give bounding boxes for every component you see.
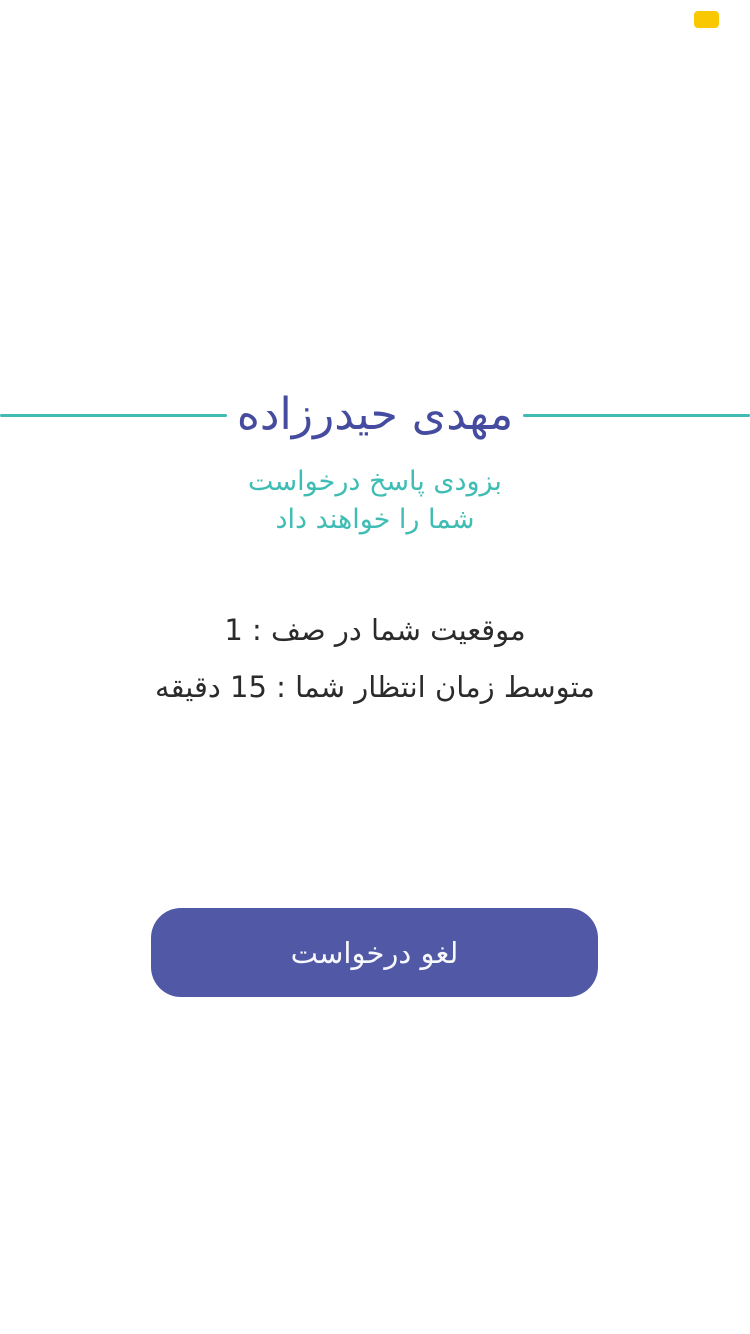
queue-info (0, 612, 750, 705)
battery-icon (694, 11, 719, 28)
wait-time-text: متوسط زمان انتظار شما : 15 دقیقه (155, 670, 595, 704)
agent-header (0, 387, 750, 443)
agent-name-title: مهدی حیدرزاده (236, 389, 514, 440)
status-message-line2: شما را خواهند داد (275, 504, 475, 535)
queue-position-text: موقعیت شما در صف : 1 (224, 613, 526, 647)
divider-line-right (523, 414, 750, 417)
status-message-line1: بزودی پاسخ درخواست (248, 466, 502, 497)
status-message (0, 463, 750, 539)
cancel-request-button[interactable]: لغو درخواست (151, 908, 598, 997)
divider-line-left (0, 414, 227, 417)
